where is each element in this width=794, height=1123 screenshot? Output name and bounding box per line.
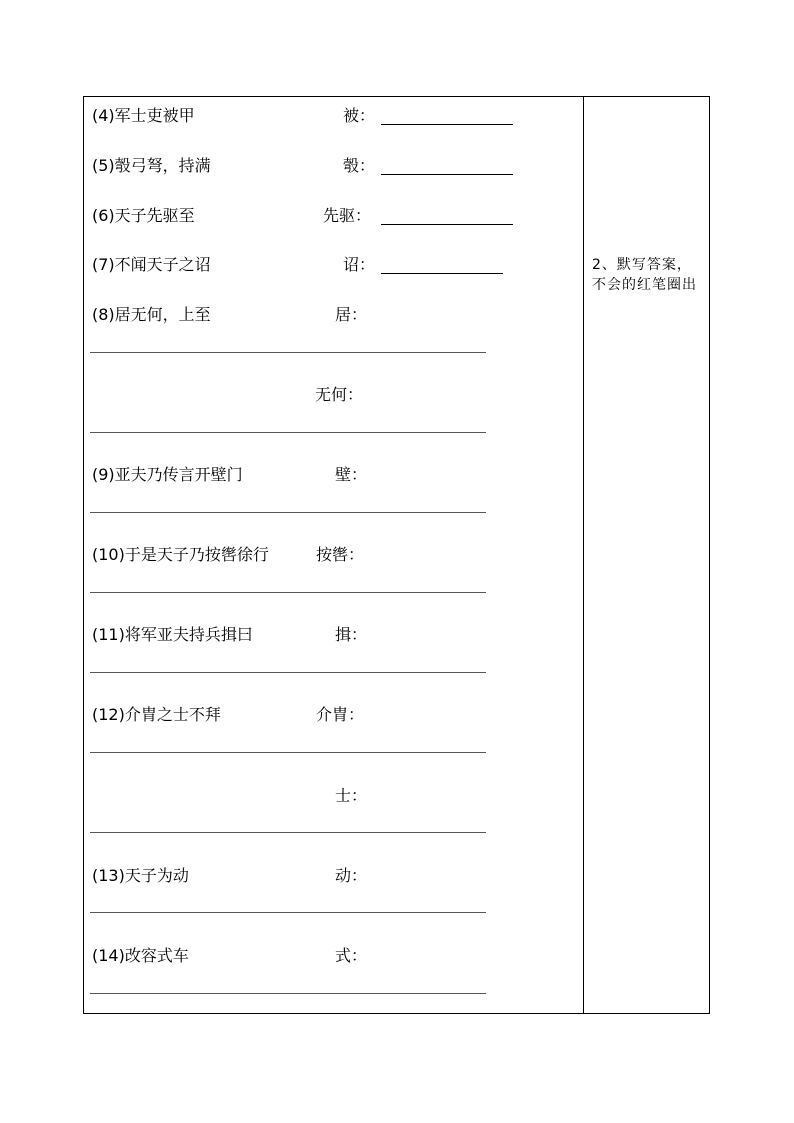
- term-label-8a: 居：: [335, 305, 368, 324]
- term-label-8b: 无何：: [315, 385, 364, 404]
- answer-line-12b[interactable]: [90, 832, 486, 833]
- instruction-note: 2、默写答案，不会的红笔圈出: [592, 257, 697, 293]
- question-7: (7)不闻天子之诏: [92, 255, 211, 274]
- question-8: (8)居无何，上至: [92, 305, 211, 324]
- term-label-11: 揖：: [335, 625, 368, 644]
- term-label-4: 被：: [343, 106, 376, 125]
- column-divider: [583, 96, 584, 1014]
- term-label-5: 彀：: [343, 156, 376, 175]
- term-label-13: 动：: [335, 866, 368, 885]
- question-14: (14)改容式车: [92, 946, 189, 965]
- answer-line-14[interactable]: [90, 993, 486, 994]
- answer-blank-7[interactable]: [381, 273, 503, 274]
- term-label-10: 按辔：: [316, 545, 365, 564]
- term-label-12a: 介胄：: [316, 705, 365, 724]
- question-13: (13)天子为动: [92, 866, 189, 885]
- question-5: (5)彀弓弩，持满: [92, 156, 211, 175]
- term-label-9: 壁：: [335, 465, 368, 484]
- answer-line-8b[interactable]: [90, 432, 486, 433]
- question-10: (10)于是天子乃按辔徐行: [92, 545, 269, 564]
- term-label-14: 式：: [335, 946, 368, 965]
- term-label-12b: 士：: [335, 786, 368, 805]
- answer-line-9[interactable]: [90, 512, 486, 513]
- answer-blank-5[interactable]: [381, 174, 513, 175]
- answer-line-11[interactable]: [90, 672, 486, 673]
- question-11: (11)将军亚夫持兵揖曰: [92, 625, 253, 644]
- answer-line-12a[interactable]: [90, 752, 486, 753]
- question-6: (6)天子先驱至: [92, 206, 195, 225]
- question-12: (12)介胄之士不拜: [92, 705, 221, 724]
- answer-blank-6[interactable]: [381, 224, 513, 225]
- term-label-6: 先驱：: [323, 206, 372, 225]
- term-label-7: 诏：: [343, 255, 376, 274]
- answer-line-8a[interactable]: [90, 352, 486, 353]
- question-4: (4)军士吏被甲: [92, 106, 195, 125]
- answer-line-10[interactable]: [90, 592, 486, 593]
- question-9: (9)亚夫乃传言开壁门: [92, 465, 243, 484]
- answer-blank-4[interactable]: [381, 124, 513, 125]
- answer-line-13[interactable]: [90, 912, 486, 913]
